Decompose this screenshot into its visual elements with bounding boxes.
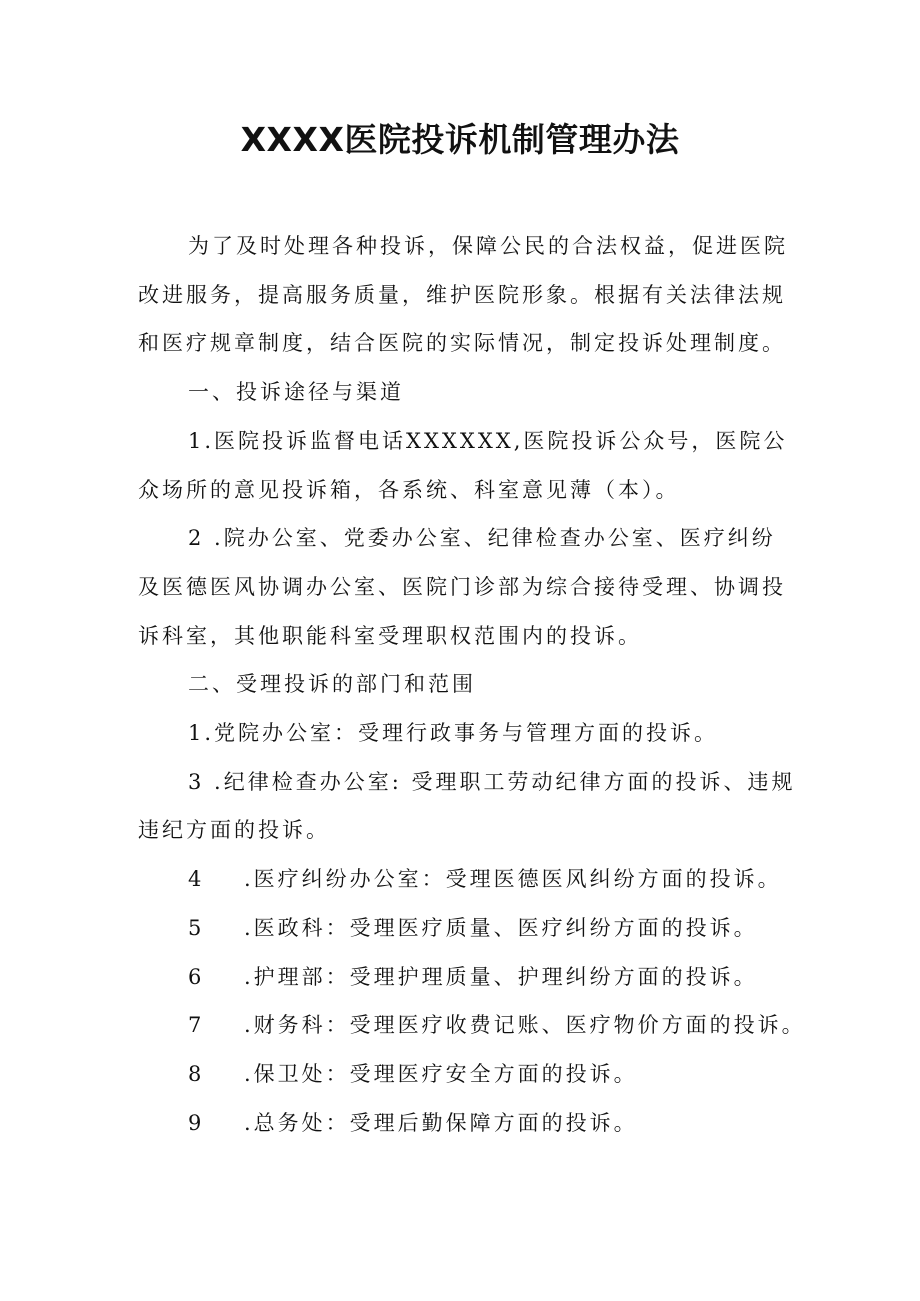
section-2-heading: 二、受理投诉的部门和范围 bbox=[188, 672, 476, 697]
list-item-text: .医疗纠纷办公室：受理医德医风纠纷方面的投诉。 bbox=[244, 867, 782, 892]
list-item-number: 5 bbox=[188, 915, 205, 940]
list-item-text: .保卫处：受理医疗安全方面的投诉。 bbox=[244, 1061, 638, 1086]
section-2-paragraph-1: 1.党院办公室：受理行政事务与管理方面的投诉。 bbox=[188, 721, 719, 746]
list-item bbox=[138, 1001, 806, 1050]
intro-paragraph: 为了及时处理各种投诉，保障公民的合法权益，促进医院改进服务，提高服务质量，维护医院形象。根据有关法律法规和医疗规章制度，结合医院的实际情况，制定投诉处理制度。 bbox=[138, 234, 788, 356]
list-item bbox=[138, 1099, 798, 1148]
list-item-number: 7 bbox=[188, 1013, 205, 1038]
document-title: XXXX医院投诉机制管理办法 bbox=[240, 120, 680, 159]
list-item-number: 4 bbox=[188, 867, 205, 892]
list-item-number: 6 bbox=[188, 964, 205, 989]
list-item bbox=[138, 904, 798, 953]
list-item-text: .财务科：受理医疗收费记账、医疗物价方面的投诉。 bbox=[244, 1013, 806, 1038]
section-1-paragraph-1: 1.医院投诉监督电话XXXXXX,医院投诉公众号，医院公众场所的意见投诉箱，各系统、科室意见薄（本）。 bbox=[138, 428, 788, 502]
list-item bbox=[138, 855, 798, 904]
list-item bbox=[138, 1050, 798, 1099]
section-1-heading: 一、投诉途径与渠道 bbox=[188, 380, 404, 405]
section-1-paragraph-2: 2 .院办公室、党委办公室、纪律检查办公室、医疗纠纷及医德医风协调办公室、医院门诊部为综合接待受理、协调投诉科室，其他职能科室受理职权范围内的投诉。 bbox=[138, 526, 786, 648]
list-item-text: .总务处：受理后勤保障方面的投诉。 bbox=[244, 1110, 638, 1135]
list-item-text: .护理部：受理护理质量、护理纠纷方面的投诉。 bbox=[244, 964, 758, 989]
list-item-number: 9 bbox=[188, 1110, 205, 1135]
document-body bbox=[138, 222, 806, 1147]
list-item-number: 8 bbox=[188, 1061, 205, 1086]
list-item-text: .医政科：受理医疗质量、医疗纠纷方面的投诉。 bbox=[244, 915, 758, 940]
section-2-paragraph-3: 3 .纪律检查办公室: 受理职工劳动纪律方面的投诉、违规违纪方面的投诉。 bbox=[138, 769, 796, 843]
list-item bbox=[138, 953, 798, 1002]
